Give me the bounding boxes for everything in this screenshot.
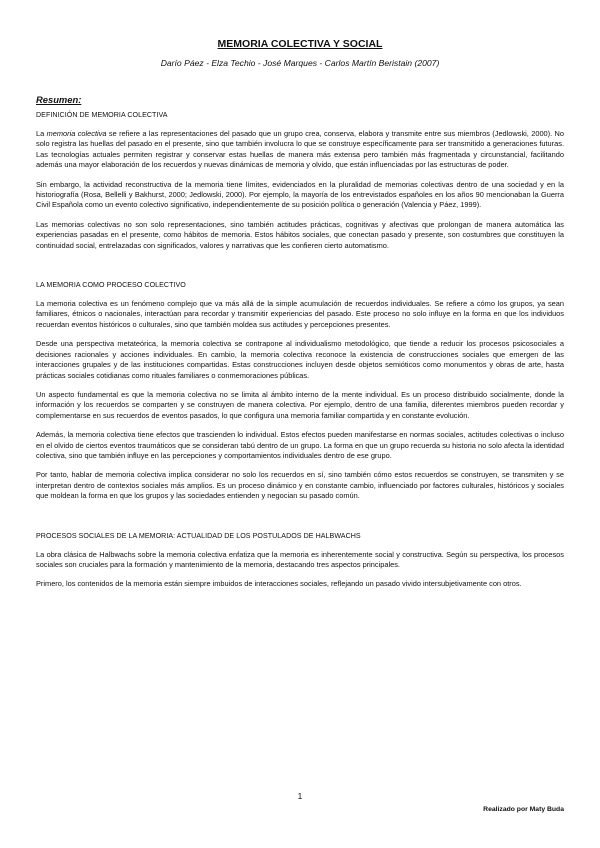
section-halbwachs [36, 532, 564, 590]
section-heading: PROCESOS SOCIALES DE LA MEMORIA: ACTUALIDAD DE LOS POSTULADOS DE HALBWACHS [36, 531, 361, 540]
paragraph: La memoria colectiva es un fenómeno complejo que va más allá de la simple acumulación de recuerdos individuales. Se refiere a cómo los grupos, ya sean familiares, étnicos o nacionales, interactúan para recordar y transmitir experiencias del pasado. Este proceso no solo influye en la forma en que los individuos recuerdan eventos históricos o culturales, sino que también moldea sus actitudes y percepciones presentes. [36, 299, 564, 329]
paragraph: Las memorias colectivas no son solo representaciones, sino también actitudes prácticas, cognitivas y afectivas que prolongan de manera automática las experiencias pasadas en el presente, como hábitos de memoria. Estos hábitos sociales, que conectan pasado y presente, son costumbres que constituyen la continuidad social, entrelazadas con significados, valores y narrativas que les confieren cierto automatismo. [36, 219, 564, 250]
paragraph: Por tanto, hablar de memoria colectiva implica considerar no solo los recuerdos en sí, sino también cómo estos recuerdos se construyen, se transmiten y se interpretan dentro de contextos sociales más amplios. Es un proceso dinámico y en constante cambio, influenciado por factores culturales, históricos y sociales que moldean la forma en que los grupos y las sociedades entienden y negocian su pasado común. [36, 470, 564, 501]
emphasis-term: memoria colectiva [46, 129, 107, 138]
document-authors: Darío Páez - Elza Techio - José Marques - Carlos Martín Beristain (2007) [160, 58, 440, 68]
paragraph: Sin embargo, la actividad reconstructiva de la memoria tiene límites, evidenciados en la pluralidad de memorias colectivas dentro de una sociedad y en la historiografía (Rosa, Bellelli y Bakhurst, 2000; Jedlowski, 2000). Por ejemplo, la mayoría de los entrevistados españoles en los años 90 mencionaban la Guerra Civil Española como un evento colectivo significativo, independientemente de su posición política o generación (Valencia y Páez, 1999). [36, 179, 564, 210]
paragraph: La memoria colectiva se refiere a las representaciones del pasado que un grupo crea, conserva, elabora y transmite entre sus miembros (Jedlowski, 2000). No solo registra las huellas del pasado en el presente, sino que también involucra lo que se construye específicamente para ser transmitido a generaciones futuras. Las tecnologías actuales permiten registrar y conservar estas huellas de manera más extensa pero también más fragmentada y circunstancial, facilitando además una mayor elaboración de los recuerdos y nuevas dinámicas de memoria y olvido, que están influenciadas por las estructuras de poder. [36, 129, 564, 170]
section-heading: LA MEMORIA COMO PROCESO COLECTIVO [36, 281, 186, 290]
paragraph: Además, la memoria colectiva tiene efectos que trascienden lo individual. Estos efectos pueden manifestarse en normas sociales, actitudes colectivas o incluso en el olvido de ciertos eventos traumáticos que se consideran tabú dentro de un grupo. La forma en que un grupo recuerda su historia no solo afecta la identidad colectiva, sino que también influye en las percepciones y comportamientos individuales dentro de ese grupo. [36, 430, 564, 460]
footer-credit: Realizado por Maty Buda [483, 806, 564, 813]
resumen-label: Resumen: [36, 94, 82, 105]
paragraph: Un aspecto fundamental es que la memoria colectiva no se limita al ámbito interno de la mente individual. Es un proceso distribuido socialmente, donde la información y los recuerdos se comparten y se construyen de manera colectiva. Por ejemplo, dentro de una familia, diferentes miembros pueden recordar y complementarse en sus recuerdos de eventos pasados, lo que configura una memoria familiar compartida y en constante evolución. [36, 389, 564, 420]
section-heading: DEFINICIÓN DE MEMORIA COLECTIVA [36, 111, 168, 119]
page-number: 1 [297, 791, 303, 801]
section-proceso-colectivo [36, 281, 564, 502]
section-definicion [36, 111, 564, 251]
document-page [36, 38, 564, 599]
paragraph: Primero, los contenidos de la memoria están siempre imbuidos de interacciones sociales, reflejando un pasado vivido intersubjetivamente con otros. [36, 579, 522, 589]
document-title: MEMORIA COLECTIVA Y SOCIAL [217, 38, 383, 50]
paragraph: Desde una perspectiva metateórica, la memoria colectiva se contrapone al individualismo metodológico, que tiende a reducir los procesos psicosociales a decisiones racionales y acciones individuales. En cambio, la memoria colectiva reconoce la existencia de construcciones sociales que emergen de las interacciones grupales y de las instituciones compartidas. Estas construcciones incluyen desde objetos semióticos como monumentos y obras de arte, hasta prácticas sociales cotidianas como rituales familiares o conmemoraciones públicas. [36, 339, 564, 380]
paragraph: La obra clásica de Halbwachs sobre la memoria colectiva enfatiza que la memoria es inherentemente social y constructiva. Según su perspectiva, los procesos sociales son cruciales para la formación y mantenimiento de la memoria, destacando tres aspectos principales. [36, 549, 564, 569]
